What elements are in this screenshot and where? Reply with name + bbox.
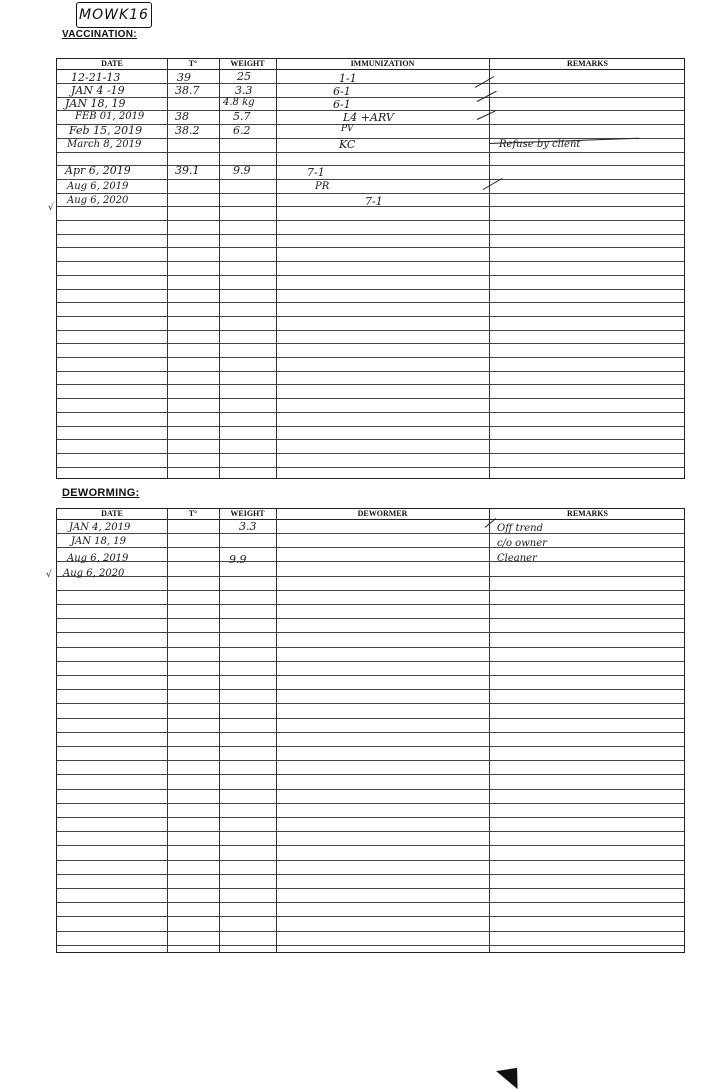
ruled-line xyxy=(57,874,684,875)
column-divider xyxy=(489,59,490,478)
ruled-line xyxy=(57,384,684,385)
header-date: DATE xyxy=(101,509,123,518)
ruled-line xyxy=(57,193,684,194)
header-remarks: REMARKS xyxy=(567,509,608,518)
ruled-line xyxy=(57,931,684,932)
dew-weight: 3.3 xyxy=(239,520,257,533)
ruled-line xyxy=(57,845,684,846)
vacc-date: Aug 6, 2020 xyxy=(67,195,129,206)
vacc-immunization: 7-1 xyxy=(307,166,325,179)
arrow-icon xyxy=(496,1059,528,1089)
header-dewormer: DEWORMER xyxy=(357,509,408,518)
check-mark-icon: √ xyxy=(48,203,54,213)
vacc-immunization: KC xyxy=(339,138,356,151)
ruled-line xyxy=(57,661,684,662)
pen-stroke xyxy=(477,111,496,120)
vacc-weight: 3.3 xyxy=(235,84,253,97)
vacc-date: JAN 4 -19 xyxy=(71,84,125,97)
vacc-temp: 39.1 xyxy=(175,164,200,177)
ruled-line xyxy=(57,533,684,534)
dew-date: JAN 4, 2019 xyxy=(69,522,131,533)
vacc-date: JAN 18, 19 xyxy=(65,97,126,110)
dew-remarks: Off trend xyxy=(497,523,544,534)
ruled-line xyxy=(57,803,684,804)
ruled-line xyxy=(57,289,684,290)
vacc-immunization: 6-1 xyxy=(333,85,351,98)
ruled-line xyxy=(57,412,684,413)
vacc-immunization: PR xyxy=(315,181,330,192)
ruled-line xyxy=(57,888,684,889)
vacc-date: Aug 6, 2019 xyxy=(67,181,129,192)
ruled-line xyxy=(57,604,684,605)
ruled-line xyxy=(57,774,684,775)
header-weight: WEIGHT xyxy=(230,509,265,518)
ruled-line xyxy=(57,302,684,303)
vacc-immunization: 6-1 xyxy=(333,98,351,111)
ruled-line xyxy=(57,760,684,761)
vacc-temp: 38.2 xyxy=(175,124,200,137)
ruled-line xyxy=(57,97,684,98)
ruled-line xyxy=(57,576,684,577)
ruled-line xyxy=(57,547,684,548)
ruled-line xyxy=(57,831,684,832)
ruled-line xyxy=(57,789,684,790)
vacc-weight: 4.8 kg xyxy=(223,97,255,108)
ruled-line xyxy=(57,860,684,861)
ruled-line xyxy=(57,275,684,276)
dew-weight: 9.9 xyxy=(229,553,247,566)
vaccination-table xyxy=(56,58,685,479)
column-divider xyxy=(167,59,168,478)
header-date: DATE xyxy=(101,59,123,68)
header-temp: T° xyxy=(188,59,198,68)
vacc-date: March 8, 2019 xyxy=(67,139,142,150)
vacc-weight: 6.2 xyxy=(233,124,251,137)
vacc-temp: 38.7 xyxy=(175,84,200,97)
ruled-line xyxy=(57,561,684,562)
ruled-line xyxy=(57,817,684,818)
vacc-immunization: 1-1 xyxy=(339,72,357,85)
vacc-weight: 25 xyxy=(237,70,251,83)
ruled-line xyxy=(57,124,684,125)
ruled-line xyxy=(57,398,684,399)
ruled-line xyxy=(57,746,684,747)
ruled-line xyxy=(57,916,684,917)
dew-date: Aug 6, 2020 xyxy=(63,568,125,579)
ruled-line xyxy=(57,590,684,591)
ruled-line xyxy=(57,902,684,903)
ruled-line xyxy=(57,179,684,180)
ruled-line xyxy=(57,343,684,344)
ruled-line xyxy=(57,618,684,619)
vacc-date: 12-21-13 xyxy=(71,71,121,84)
vaccination-header-row xyxy=(57,59,684,70)
ruled-line xyxy=(57,220,684,221)
deworming-header-row xyxy=(57,509,684,520)
ruled-line xyxy=(57,357,684,358)
ruled-line xyxy=(57,165,684,166)
header-immunization: IMMUNIZATION xyxy=(350,59,415,68)
dew-date: Aug 6, 2019 xyxy=(67,553,129,564)
vacc-immunization: L4 +ARV xyxy=(343,111,394,124)
vacc-date: Apr 6, 2019 xyxy=(65,164,131,177)
ruled-line xyxy=(57,945,684,946)
deworming-table xyxy=(56,508,685,953)
vacc-weight: 9.9 xyxy=(233,164,251,177)
ruled-line xyxy=(57,453,684,454)
check-mark-icon: √ xyxy=(46,570,52,580)
ruled-line xyxy=(57,439,684,440)
dew-date: JAN 18, 19 xyxy=(71,536,126,547)
ruled-line xyxy=(57,234,684,235)
vacc-temp: 38 xyxy=(175,110,189,123)
ruled-line xyxy=(57,689,684,690)
header-weight: WEIGHT xyxy=(230,59,265,68)
ruled-line xyxy=(57,675,684,676)
form-label: MOWK16 xyxy=(76,2,152,28)
dew-remarks: Cleaner xyxy=(497,553,537,564)
ruled-line xyxy=(57,371,684,372)
vacc-temp: 39 xyxy=(177,71,191,84)
ruled-line xyxy=(57,703,684,704)
ruled-line xyxy=(57,261,684,262)
ruled-line xyxy=(57,467,684,468)
vacc-immunization: 7-1 xyxy=(365,195,383,208)
ruled-line xyxy=(57,330,684,331)
deworming-title: DEWORMING: xyxy=(62,487,140,499)
ruled-line xyxy=(57,316,684,317)
header-remarks: REMARKS xyxy=(567,59,608,68)
header-temp: T° xyxy=(188,509,198,518)
ruled-line xyxy=(57,718,684,719)
column-divider xyxy=(276,59,277,478)
pen-stroke xyxy=(475,76,495,88)
vacc-remarks: Refuse by client xyxy=(499,139,581,150)
ruled-line xyxy=(57,152,684,153)
ruled-line xyxy=(57,732,684,733)
ruled-line xyxy=(57,426,684,427)
vacc-date: Feb 15, 2019 xyxy=(69,124,143,137)
dew-remarks: c/o owner xyxy=(497,538,547,549)
vacc-weight: 5.7 xyxy=(233,110,251,123)
vacc-immunization: PV xyxy=(341,124,354,134)
ruled-line xyxy=(57,632,684,633)
column-divider xyxy=(219,59,220,478)
vacc-date: FEB 01, 2019 xyxy=(75,111,145,122)
vaccination-title: VACCINATION: xyxy=(62,29,137,40)
ruled-line xyxy=(57,247,684,248)
ruled-line xyxy=(57,83,684,84)
ruled-line xyxy=(57,647,684,648)
